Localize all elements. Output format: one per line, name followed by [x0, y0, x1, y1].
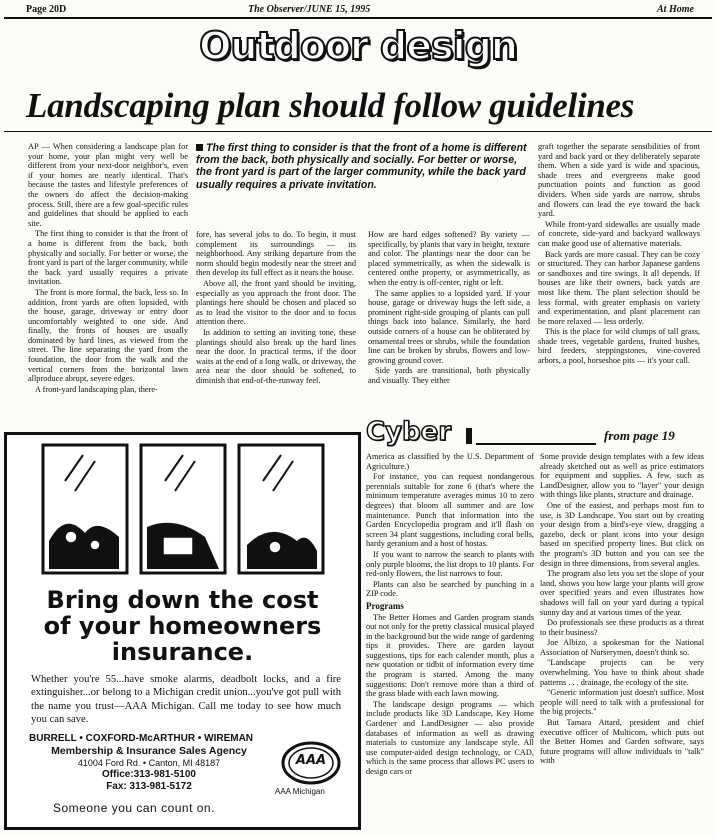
paragraph: fore, has several jobs to do. To begin, it must complement its surroundings — its neighborhood. Any striking departure from the norm should begin modestly near the street and then develop its full effect as it nears the house. — [196, 230, 356, 278]
cyber-rule — [476, 427, 596, 445]
paragraph: How are hard edges softened? By variety — specifically, by plants that vary in height, texture and color. The plantings near the door can be placed symmetrically, as when the sidewalk is centered onthe property, or asymmetrically, as when the entry is off-center, right or left. — [368, 230, 530, 287]
paragraph: This is the place for wild clumps of tall grass, shade trees, vegetable gardens, fruited bushes, bird feeders, steppingstones, vine-covered arbors, a pool, horseshoe pits — it's your call. — [538, 327, 700, 366]
agency-office-phone: Office:313-981-5100 — [102, 769, 196, 780]
cyber-jump-header — [366, 417, 710, 449]
paragraph: One of the easiest, and perhaps most fun to use, is 3D Landscape. You start out by creating your design from a bird's-eye view, dragging a gazebo, deck or plant icons into your design based on specified property lines. But click on the program's 3D button and you can see the design in three dimensions, from several angles. — [540, 500, 704, 568]
ad-tagline: Someone you can count on. — [53, 801, 215, 815]
paragraph: For instance, you can request nondangerous perennials suitable for zone 6 (that's where the minimum temperature averages minus 10 to zero degrees) that bloom all summer and are low maintenance. Punch that information into the Garden Encyclopedia program and it'll flash on screen 34 plant suggestions, including coral bells, hardy geranium and a host of hostas. — [366, 472, 534, 549]
cyber-column-1 — [366, 452, 534, 830]
paragraph: AP — When considering a landscape plan for your home, your plan might very well be different from your next-door neighbor's, even if your homes are nearly identical. That's because the tastes and lifestyle preferences of the owners do affect the decision-making process. Still, there are a few goal-specific rules and guidelines that should be applied to each site. — [28, 142, 188, 228]
paragraph: "Generic information just doesn't suffice. Most people will need to talk with a professional for the big projects." — [540, 688, 704, 717]
paragraph: In addition to setting an inviting tone, these plantings should also break up the hard lines near the door. In practical terms, if the door waits at the end of a long walk, or driveway, the area near the door should be softened, to diminish that end-of-the-runway feel. — [196, 327, 356, 385]
paragraph: The Better Homes and Garden program stands out not only for the pretty classical musical played in the background but the wide range of gardening tips it provides. There are garden layout suggestions, tips for each calender month, plus a new quotation or tidbit of information every time the program is started. Among the many suggestions: Don't remove more than a third of the grass blade with each lawn mowing. — [366, 612, 534, 699]
programs-subheading: Programs — [366, 600, 404, 611]
paragraph: The landscape design programs — which include products like 3D Landscape, Key Home Gardener and LandDesigner — also provide databases of information as well as drawing materials to customize any landscape style. All use computer-aided design technology, or CAD, which is the same process that allows PC users to design cars or — [366, 699, 534, 776]
paragraph: The program also lets you set the slope of your land, shows you how large your plants will grow over specified years and even illustrates how shadows will fall on your yard during a typical sunny day and at various times of the year. — [540, 569, 704, 617]
paragraph: graft together the separate sensibilities of front yard and back yard or they deliberately separate them. When a side yard is wide and spacious, shade trees and evergreens make good punctuation points and function as good dividers. When side yards are narrow, shrubs and flowers can lead the eye toward the back yard. — [538, 142, 700, 219]
paragraph: America as classified by the U.S. Department of Agriculture.) — [366, 452, 534, 471]
ad-headline-line: Bring down the cost — [46, 586, 319, 614]
aaa-logo-caption: AAA Michigan — [275, 787, 325, 796]
agency-fax: Fax: 313-981-5172 — [106, 781, 192, 792]
paragraph: The first thing to consider is that the front of a home is different from the back, both physically and socially. For better or worse, the front yard is part of the larger community, while the back yard usually requires a private invitation. — [28, 229, 188, 287]
paragraph: Side yards are transitional, both physically and visually. They either — [368, 366, 530, 385]
pull-quote-text: The first thing to consider is that the front of a home is different from the back, both physically and socially. For better or worse, the front yard is part of the larger community, while the back yard usually requires a private invitation. — [196, 142, 527, 191]
windows-illustration — [35, 441, 331, 581]
agency-subtitle: Membership & Insurance Sales Agency — [51, 745, 247, 757]
ad-headline-line: of your homeowners — [43, 612, 322, 640]
ad-body: Whether you're 55...have smoke alarms, deadbolt locks, and a fire extinguisher...or belong to a Michigan credit union...you've got pull with the name you trust—AAA Michigan. Call me today to see how much you can save. — [31, 674, 341, 726]
article-column-1 — [28, 142, 188, 424]
paragraph: But Tamara Attard, president and chief executive officer of Multicom, which puts out the Better Homes and Garden software, says future programs will allow individuals to "talk" with — [540, 718, 704, 766]
aaa-logo-text: AAA — [295, 753, 327, 768]
aaa-insurance-ad — [4, 432, 361, 830]
article-column-2 — [196, 230, 356, 424]
paragraph: The front is more formal, the back, less so. In addition, front yards are often lopsided, with the house, garage, driveway or entry door uncomfortably weighted to one side. And finally, the fronts of houses are usually dominated by hard lines, as viewed from the street. The line separating the yard from the foundation, the door from the walk and the vertical corners from the horizontal lawn allproduce abrupt, severe edges. — [28, 287, 188, 384]
article-column-3 — [368, 230, 530, 412]
paragraph: Joe Albizo, a spokesman for the National Association of Nurserymen, doesn't think so. — [540, 638, 704, 657]
ad-headline — [7, 587, 358, 665]
cyber-column-2 — [540, 452, 704, 830]
headline: Landscaping plan should follow guidelines — [26, 86, 635, 125]
paragraph: The same applies to a lopsided yard. If your house, garage or driveway hugs the left side, a prominent right-side grouping of plants can pull things back into balance. Similarly, the hard outside corners of a house can be obliterated by ornamental trees or shrubs, while the foundation line can be broken by shrubs, flowers and low-growing ground cover. — [368, 288, 530, 365]
paragraph: Above all, the front yard should be inviting, especially as you approach the front door. The plantings here should be chosen and placed so as to lead the visitor to the door and to focus attention there. — [196, 278, 356, 327]
page-number: Page 20D — [26, 4, 67, 15]
ad-headline-line: insurance. — [111, 638, 254, 666]
paper-dateline: The Observer/JUNE 15, 1995 — [248, 4, 371, 15]
section-title: Outdoor design — [199, 24, 517, 68]
paragraph: Plants can also be searched by punching in a ZIP code. — [366, 579, 534, 599]
header-rule — [4, 17, 712, 19]
paragraph: If you want to narrow the search to plants with only purple blooms, the list drops to 10 plants. For red-only flowers, the list narrows to four. — [366, 549, 534, 579]
headline-rule — [4, 131, 712, 132]
paragraph: While front-yard sidewalks are usually made of concrete, side-yard and backyard walkways can make good use of alternative materials. — [538, 219, 700, 248]
agency-name: BURRELL • COXFORD-McARTHUR • WIREMAN — [29, 733, 254, 744]
paragraph: Do professionals see these products as a threat to their business? — [540, 618, 704, 637]
paragraph: A front-yard landscaping plan, there- — [35, 384, 158, 394]
article-column-4 — [538, 142, 700, 410]
pull-quote — [196, 142, 534, 220]
agency-block — [29, 733, 269, 793]
cyber-title: Cyber — [366, 417, 452, 447]
paragraph: Some provide design templates with a few ideas already sketched out as well as price estimators for equipment and supplies. A few, such as LandDesigner, allow you to "layer" your design with things like plants, structure and drainage. — [540, 452, 704, 500]
paragraph: Back yards are more casual. They can be cozy or structured. They can harbor Japanese gardens or sandboxes and tire swings. It all depends. If houses are like their owners, back yards are most like them. The plant selection should be less formal, with greater emphasis on variety and experimentation, and plant placement can be more relaxed — less orderly. — [538, 249, 700, 326]
cyber-divider-block — [466, 428, 472, 444]
agency-address: 41004 Ford Rd. • Canton, MI 48187 — [77, 758, 221, 768]
section-label: At Home — [657, 4, 694, 15]
paragraph: "Landscape projects can be very overwhelming. You have to think about shade patterns . . . drainage, the ecology of the site. — [540, 658, 704, 687]
cyber-from-page: from page 19 — [604, 428, 675, 443]
bullet-square-icon — [196, 144, 203, 151]
